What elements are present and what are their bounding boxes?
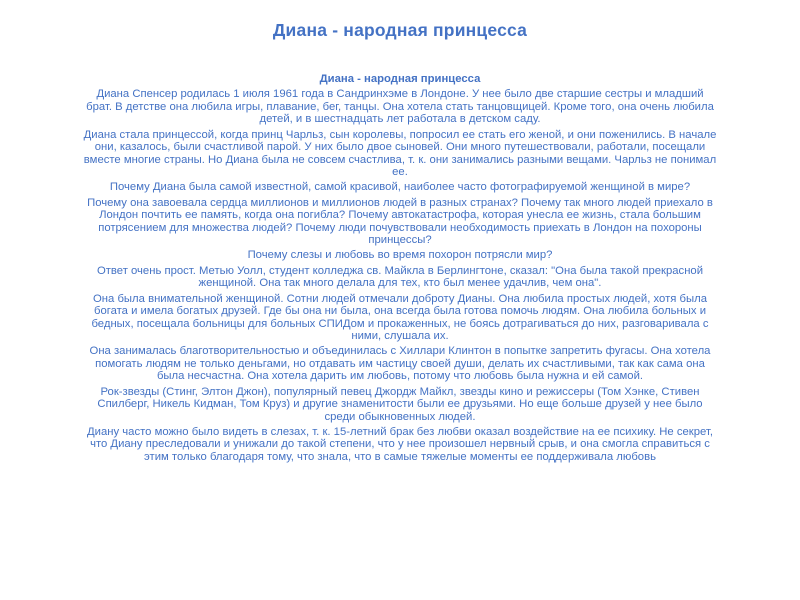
- slide-body: [82, 73, 718, 463]
- paragraph-birth-childhood: Диана Спенсер родилась 1 июля 1961 года в Сандринхэме в Лондоне. У нее было две старшие сестры и младший брат. В детстве она любила игры, плавание, бег, танцы. Она хотела стать танцовщицей. Кроме того, она очень любила детей, и в шестнадцать лет работала в детском саду.: [86, 88, 714, 126]
- paragraph-question-funeral: Почему слезы и любовь во время похорон потрясли мир?: [247, 249, 553, 262]
- paragraph-princess-marriage: Диана стала принцессой, когда принц Чарльз, сын королевы, попросил ее стать его женой, и они поженились. В начале они, казалось, были счастливой парой. У них было двое сыновей. Они много путешествовали, работали, посещали вместе многие страны. Но Диана была не совсем счастлива, т. к. они занимались разными вещами. Чарльз не понимал ее.: [83, 128, 717, 178]
- slide-title: Диана - народная принцесса: [272, 20, 528, 40]
- paragraph-charity: Она занималась благотворительностью и объединилась с Хиллари Клинтон в попытке запретить фугасы. Она хотела помогать людям не только деньгами, но отдавать им частицу своей души, делать их счастливыми, так как сама она была несчастна. Она хотела дарить им любовь, потому что любовь была нужна и ей самой.: [89, 345, 711, 383]
- paragraph-questions-hearts: Почему она завоевала сердца миллионов и миллионов людей в разных странах? Почему так много людей приехало в Лондон почтить ее память, когда она погибла? Почему автокатастрофа, которая унесла ее жизнь, стала большим потрясением для множества людей? Почему люди почувствовали необходимость приехать в Лондон на похороны принцессы?: [87, 196, 713, 247]
- paragraph-answer-quote: Ответ очень прост. Метью Уолл, студент колледжа св. Майкла в Берлингтоне, сказал: "Она была такой прекрасной женщиной. Она так много делала для тех, кто был менее удачлив, чем она".: [96, 264, 704, 290]
- paragraph-question-famous: Почему Диана была самой известной, самой красивой, наиболее часто фотографируемой женщиной в мире?: [109, 181, 691, 194]
- paragraph-tears-marriage: Диану часто можно было видеть в слезах, т. к. 15-летний брак без любви оказал воздействие на ее психику. Не секрет, что Диану преследовали и унижали до такой степени, что у нее произошел нервный срыв, и она смогла справиться с этим только благодаря тому, что знала, что в самые тяжелые моменты ее поддерживала любовь: [87, 425, 713, 463]
- paragraph-kindness: Она была внимательной женщиной. Сотни людей отмечали доброту Дианы. Она любила простых людей, хотя была богата и имела богатых друзей. Где бы она ни была, она всегда была готова помочь людям. Она любила больных и бедных, посещала больницы для больных СПИДом и прокаженных, не боясь дотрагиваться до них, разговаривала с ними, слушала их.: [91, 292, 709, 343]
- body-heading: Диана - народная принцесса: [319, 73, 481, 85]
- paragraph-celebrity-friends: Рок-звезды (Стинг, Элтон Джон), популярный певец Джордж Майкл, звезды кино и режиссеры (Том Хэнке, Стивен Спилберг, Никель Кидман, Том Круз) и другие знаменитости были ее друзьями. Но еще больше друзей у нее было среди обыкновенных людей.: [97, 385, 703, 423]
